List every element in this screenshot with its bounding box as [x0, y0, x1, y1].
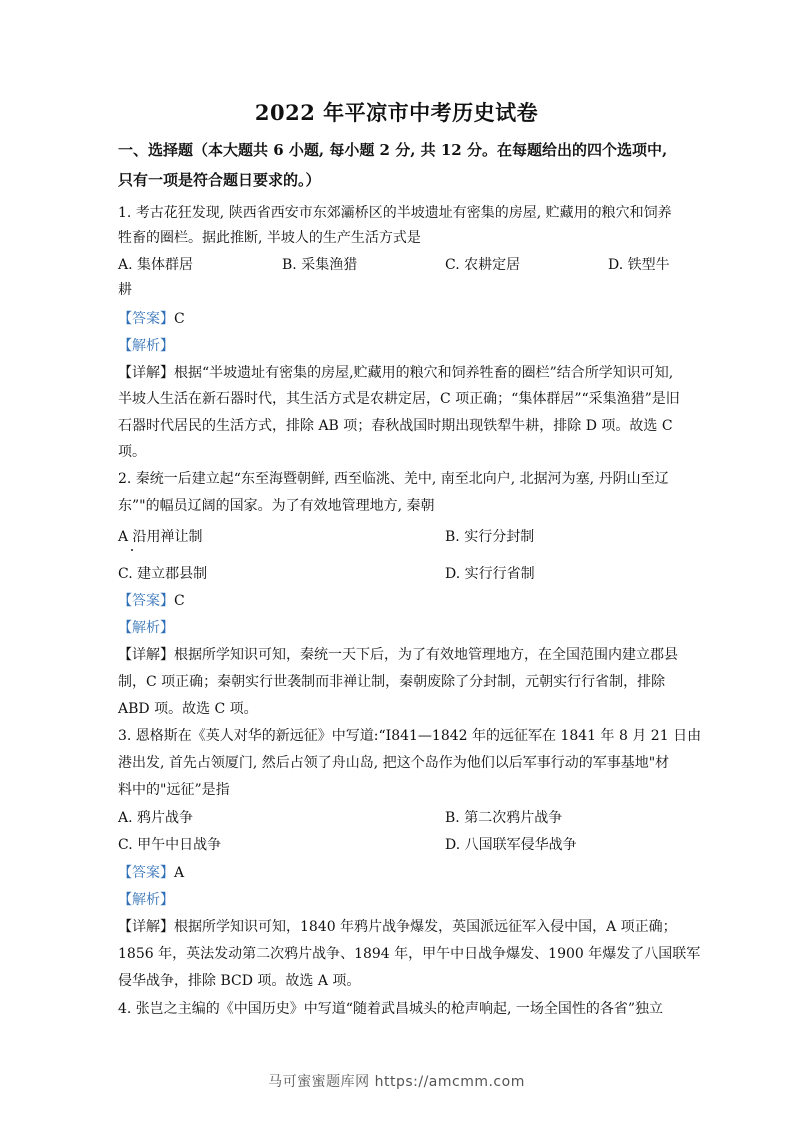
q2-option-b: B. 实行分封制: [445, 529, 535, 545]
answer-label: 【答案】: [118, 593, 174, 609]
q1-detail-line2: 半坡人生活在新石器时代，其生活方式是农耕定居，C 项正确；“集体群居”“采集渔猎”是旧: [118, 391, 680, 407]
q1-option-b: B. 采集渔猎: [282, 257, 358, 273]
answer-label: 【答案】: [118, 865, 174, 881]
q3-detail-line2: 1856 年，英法发动第二次鸦片战争、1894 年，甲午中日战争爆发、1900 年爆发了八国联军: [118, 946, 701, 962]
q2-detail-text1: 根据所学知识可知，秦统一天下后，为了有效地管理地方，在全国范围内建立郡县: [174, 647, 678, 663]
q1-detail-text1: 根据“半坡遗址有密集的房屋,贮藏用的粮穴和饲养牲畜的圈栏”结合所学知识可知,: [174, 365, 674, 381]
q1-stem-line1: 1. 考古花狂发现, 陕西省西安市东郊灞桥区的半坡遗址有密集的房屋, 贮藏用的粮穴和饲养: [118, 205, 672, 221]
q2-detail-line2: 制，C 项正确；秦朝实行世袭制而非禅让制，秦朝废除了分封制，元朝实行行省制，排除: [118, 674, 666, 690]
q3-answer-value: A: [174, 865, 185, 881]
page-title: 2022 年平凉市中考历史试卷: [254, 100, 539, 125]
q3-stem-line3: 料中的"远征”是指: [118, 782, 230, 798]
q1-stem-line2: 牲畜的圈栏。据此推断, 半坡人的生产生活方式是: [118, 230, 421, 246]
q3-stem-line2: 港出发, 首先占领厦门, 然后占领了舟山岛, 把这个岛作为他们以后军事行动的军事基地"材: [118, 755, 670, 771]
q3-option-c: C. 甲午中日战争: [118, 837, 222, 853]
q3-detail-line1: [118, 918, 677, 936]
detail-label: 【详解】: [118, 365, 174, 381]
stray-dot: [131, 549, 133, 551]
q2-detail-line1: [118, 646, 678, 664]
q1-option-a: A. 集体群居: [118, 257, 194, 273]
q3-stem-line1: 3. 恩格斯在《英人对华的新远征》中写道:“I841—1842 年的远征军在 1841 年 8 月 21 日由: [118, 728, 702, 744]
q1-answer: [118, 310, 185, 328]
q2-analysis-label: 【解析】: [118, 620, 174, 636]
q2-answer: [118, 592, 185, 610]
q2-stem-line1: 2. 秦统一后建立起“东至海暨朝鲜, 西至临洮、羌中, 南至北向户, 北据河为塞, 丹阴山至辽: [118, 471, 669, 487]
detail-label: 【详解】: [118, 919, 174, 935]
q3-option-a: A. 鸦片战争: [118, 810, 194, 826]
q1-detail-line1: [118, 364, 673, 382]
q3-detail-text1: 根据所学知识可知，1840 年鸦片战争爆发，英国派远征军入侵中国，A 项正确；: [174, 919, 677, 935]
q1-detail-line4: 项。: [118, 444, 146, 460]
q2-option-d: D. 实行行省制: [445, 566, 535, 582]
q1-option-c: C. 农耕定居: [445, 257, 521, 273]
q3-option-b: B. 第二次鸦片战争: [445, 810, 563, 826]
q1-answer-value: C: [174, 311, 185, 327]
q2-detail-line3: ABD 项。故选 C 项。: [118, 701, 258, 717]
q2-stem-line2: 东”"的幅员辽阔的国家。为了有效地管理地方, 秦朝: [118, 498, 435, 514]
answer-label: 【答案】: [118, 311, 174, 327]
section-heading-line2: 只有一项是符合题日要求的。）: [118, 171, 321, 189]
footer-watermark[interactable]: 马可蜜蜜题库网 https://amcmm.com: [268, 1074, 525, 1090]
q1-detail-line3: 石器时代居民的生活方式，排除 AB 项；春秋战国时期出现铁犁牛耕，排除 D 项。故选 C: [118, 418, 673, 434]
q2-option-a: A 沿用禅让制: [118, 529, 203, 545]
q1-analysis-label: 【解析】: [118, 338, 174, 354]
q1-option-d: D. 铁型牛: [608, 257, 670, 273]
q2-answer-value: C: [174, 593, 185, 609]
q3-answer: [118, 864, 184, 882]
q1-option-d-wrap: 耕: [118, 282, 132, 298]
detail-label: 【详解】: [118, 647, 174, 663]
q3-detail-line3: 侵华战争，排除 BCD 项。故选 A 项。: [118, 973, 361, 989]
q3-option-d: D. 八国联军侵华战争: [445, 837, 577, 853]
q3-analysis-label: 【解析】: [118, 892, 174, 908]
q2-option-c: C. 建立郡县制: [118, 566, 208, 582]
section-heading-line1: 一、选择题（本大题共 6 小题, 每小题 2 分, 共 12 分。在每题给出的四个选项中,: [118, 141, 668, 159]
q4-stem-line1: 4. 张岂之主编的《中国历史》中写道“随着武昌城头的枪声响起, 一场全国性的各省”独立: [118, 1001, 664, 1017]
